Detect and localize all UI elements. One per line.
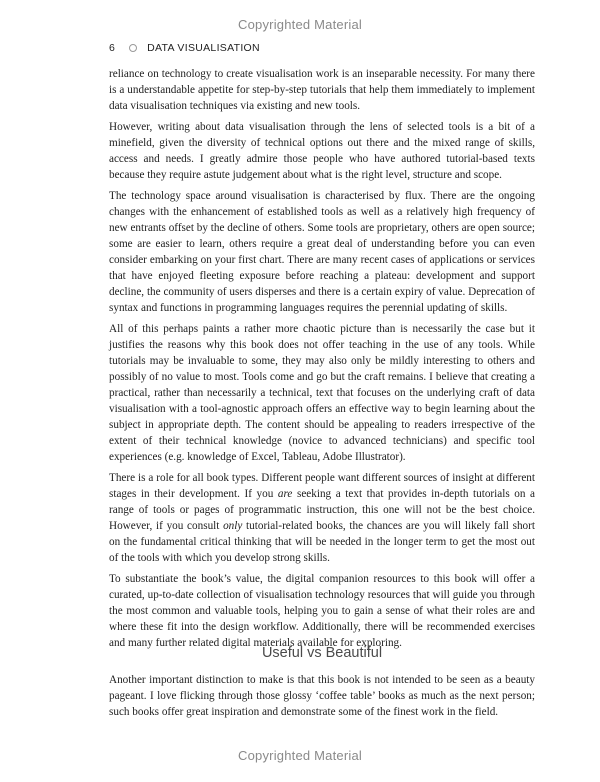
- paragraph-text: tutorial-related books, the chances are you will likely fall short on the fundamental critical thinking that will be needed in the longer term to get the most out of the tools with which you develop strong skills.: [109, 520, 535, 564]
- paragraph: reliance on technology to create visualisation work is an inseparable necessity. For many there is a understandable appetite for step-by-step tutorials that help them immediately to implement data visualisation techniques via existing and new tools.: [109, 68, 535, 112]
- running-header: [109, 42, 260, 54]
- paragraph-text: There is a role for all book types. Different people want different sources of insight at different stages in their development. If you: [109, 472, 535, 500]
- paragraph: Another important distinction to make is that this book is not intended to be seen as a beauty pageant. I love flicking through those glossy ‘coffee table’ books as much as the next person; such books offer great inspiration and demonstrate some of the finest work in the field.: [109, 674, 535, 718]
- copyright-watermark-bottom: Copyrighted Material: [238, 748, 362, 763]
- copyright-watermark-top: Copyrighted Material: [238, 17, 362, 32]
- running-title: DATA VISUALISATION: [147, 42, 260, 54]
- section-body-text: [109, 672, 535, 720]
- paragraph: [109, 470, 535, 566]
- paragraph: However, writing about data visualisation through the lens of selected tools is a bit of a minefield, given the diversity of technical options out there and the mixed range of skills, access and needs. I greatly admire those people who have authored tutorial-based texts because they require astute judgement about what is the right level, structure and scope.: [109, 121, 535, 181]
- body-text: [109, 66, 535, 656]
- section-heading: Useful vs Beautiful: [261, 645, 383, 661]
- paragraph: The technology space around visualisation is characterised by flux. There are the ongoing changes with the enhancement of established tools as well as a relatively high frequency of new entrants offset by the decline of others. Some tools are proprietary, others are open source; some are easier to learn, others require a great deal of understanding before you can even consider embarking on your first chart. There are many recent cases of applications or services that have enjoyed fleeting exposure before reaching a plateau: development and support decline, the community of users disperses and there is a certain expiry of value. Deprecation of syntax and functions in programming languages requires the perennial updating of skills.: [109, 190, 535, 314]
- circle-separator-icon: [129, 44, 137, 52]
- emphasis: are: [277, 488, 293, 500]
- paragraph: To substantiate the book’s value, the digital companion resources to this book will offer a curated, up-to-date collection of visualisation technology resources that will guide you through the most common and valuable tools, helping you to gain a sense of what their roles are and where these fit into the design workflow. Additionally, there will be recommended exercises and many further related digital materials available for exploring.: [109, 573, 535, 649]
- paragraph-text: seeking a text that provides in-depth tutorials on a range of tools or pages of programmatic instruction, this one will not be the best choice. However, if you consult: [109, 488, 535, 532]
- page-number: 6: [109, 42, 116, 54]
- paragraph: All of this perhaps paints a rather more chaotic picture than is necessarily the case but it justifies the reasons why this book does not offer teaching in the use of any tools. While tutorials may be invaluable to some, they may also only be mildly interesting to others and possibly of no value to most. Tools come and go but the craft remains. I believe that creating a practical, rather than necessarily a technical, text that focuses on the underlying craft of data visualisation with a tool-agnostic approach offers an effective way to begin learning about the subject in appropriate depth. The content should be appealing to readers irrespective of the extent of their technical knowledge (novice to advanced technicians) and specific tool experiences (e.g. knowledge of Excel, Tableau, Adobe Illustrator).: [109, 323, 535, 463]
- emphasis: only: [223, 520, 243, 532]
